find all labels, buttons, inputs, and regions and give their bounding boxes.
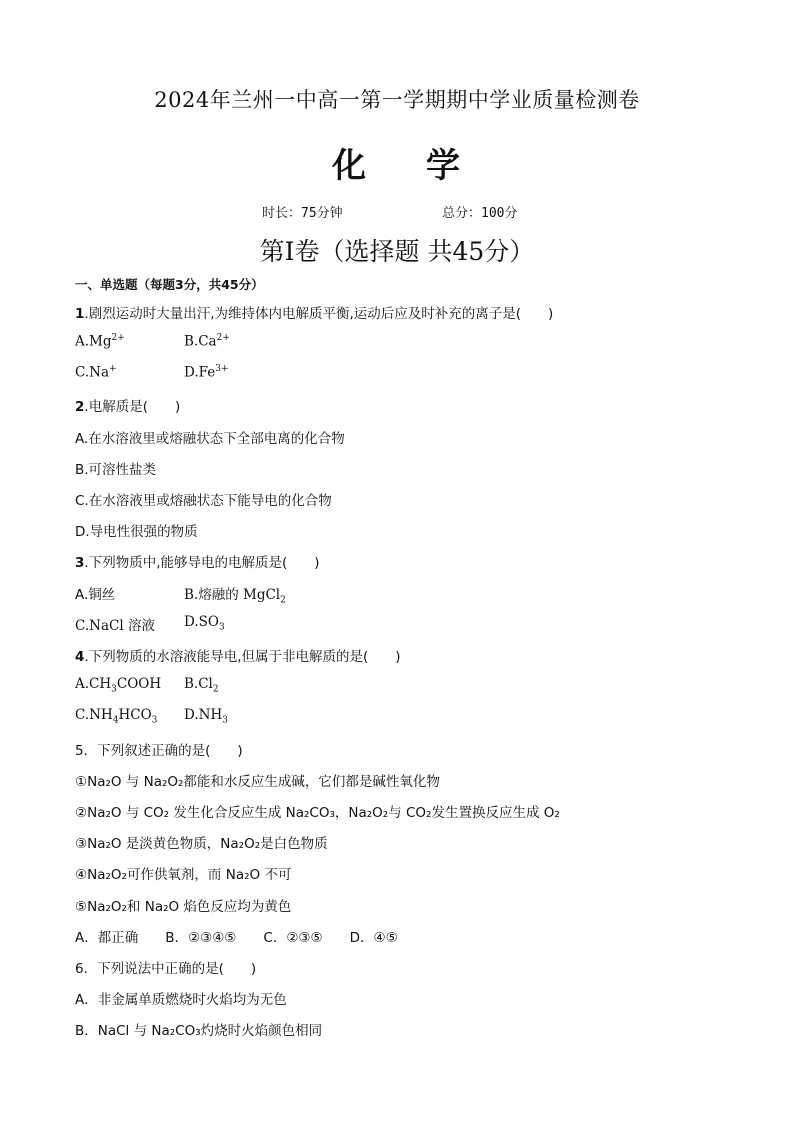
- subject-char-2: 学: [426, 146, 462, 186]
- q3-option-a: A.铜丝: [75, 587, 116, 603]
- q5-statement-3: ③Na₂O 是淡黄色物质，Na₂O₂是白色物质: [75, 836, 328, 852]
- question-text: .电解质是( ): [84, 399, 181, 415]
- q4-option-d: $D.NH_3$: [184, 707, 228, 726]
- subject-char-1: 化: [332, 146, 368, 186]
- question-4: [75, 645, 401, 665]
- question-text: .下列物质中,能够导电的电解质是( ): [84, 555, 320, 571]
- question-6: 6．下列说法中正确的是( ): [75, 961, 257, 977]
- question-1: [75, 302, 553, 322]
- q6-option-b: B．NaCl 与 Na₂CO₃灼烧时火焰颜色相同: [75, 1023, 323, 1039]
- q1-option-d: $D.Fe^{3+}$: [184, 364, 229, 381]
- question-number: 2: [75, 399, 85, 415]
- q6-option-a: A．非金属单质燃烧时火焰均为无色: [75, 992, 287, 1008]
- q3-option-d: $D.SO_3$: [184, 614, 225, 633]
- q4-option-c: $C.NH_4HCO_3$: [75, 707, 158, 726]
- q4-option-a: $A.CH_3COOH$: [75, 676, 162, 695]
- question-number: 4: [75, 649, 85, 665]
- section-title: 第Ⅰ卷（选择题 共45分）: [259, 237, 535, 266]
- q5-statement-1: ①Na₂O 与 Na₂O₂都能和水反应生成碱，它们都是碱性氧化物: [75, 774, 440, 790]
- q3-option-b: B.熔融的 MgCl$_2$: [184, 587, 286, 606]
- question-2: [75, 395, 180, 415]
- q5-options: A．都正确 B．②③④⑤ C．②③⑤ D．④⑤: [75, 930, 398, 946]
- part-heading: 一、单选题（每题3分，共45分）: [75, 277, 264, 292]
- question-number: 1: [75, 306, 85, 322]
- question-text: .剧烈运动时大量出汗,为维持体内电解质平衡,运动后应及时补充的离子是( ): [84, 306, 554, 322]
- q2-option-b: B.可溶性盐类: [75, 462, 157, 478]
- q5-statement-5: ⑤Na₂O₂和 Na₂O 焰色反应均为黄色: [75, 899, 292, 915]
- q5-statement-2: ②Na₂O 与 CO₂ 发生化合反应生成 Na₂CO₃，Na₂O₂与 CO₂发生置换反应生成 O₂: [75, 805, 560, 821]
- q2-option-a: A.在水溶液里或熔融状态下全部电离的化合物: [75, 431, 345, 447]
- q2-option-c: C.在水溶液里或熔融状态下能导电的化合物: [75, 493, 332, 509]
- exam-title: 2024年兰州一中高一第一学期期中学业质量检测卷: [154, 88, 640, 112]
- q1-option-c: C.Na+: [75, 364, 117, 381]
- q1-option-a: $A.Mg^{2+}$: [75, 333, 125, 350]
- q5-statement-4: ④Na₂O₂可作供氧剂，而 Na₂O 不可: [75, 867, 292, 883]
- question-text: .下列物质的水溶液能导电,但属于非电解质的是( ): [84, 649, 401, 665]
- duration-label: 时长：75分钟: [262, 206, 343, 221]
- q2-option-d: D.导电性很强的物质: [75, 524, 198, 540]
- q4-option-b: $B.Cl_2$: [184, 676, 219, 695]
- total-score-label: 总分：100分: [442, 206, 518, 221]
- subject-title: [0, 138, 794, 187]
- question-5: 5．下列叙述正确的是( ): [75, 743, 243, 759]
- question-number: 3: [75, 555, 85, 571]
- q1-option-b: $B.Ca^{2+}$: [184, 333, 230, 350]
- question-3: [75, 551, 320, 571]
- q3-option-c: C.NaCl 溶液: [75, 618, 155, 634]
